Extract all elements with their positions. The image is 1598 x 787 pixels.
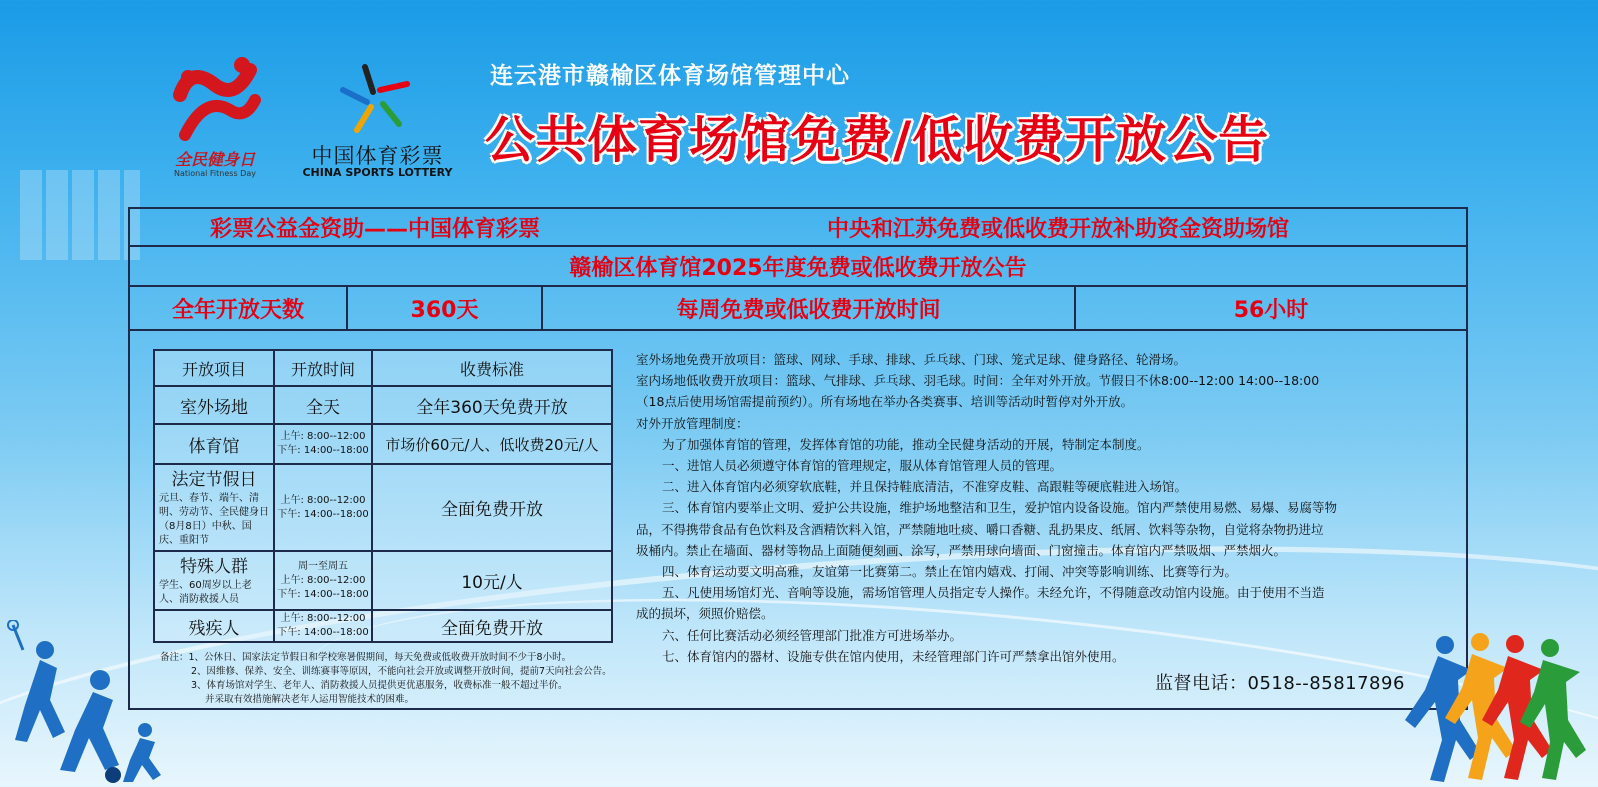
rule-line: 室外场地免费开放项目：篮球、网球、手球、排球、乒乓球、门球、笼式足球、健身路径、轮滑场。 [636, 352, 1187, 367]
page-title: 公共体育场馆免费/低收费开放公告 [485, 111, 1270, 169]
time-afternoon: 下午: 14:00--18:00 [277, 445, 369, 456]
runner-silhouettes-icon [1400, 630, 1590, 785]
china-sports-lottery-logo [295, 62, 460, 182]
item-fee: 全面免费开放 [372, 610, 612, 642]
rule-line: （18点后使用场馆需提前预约）。所有场地在举办各类赛事、培训等活动时暂停对外开放。 [636, 394, 1134, 410]
days-value: 360天 [348, 287, 543, 329]
weekly-label: 每周免费或低收费开放时间 [543, 287, 1076, 329]
rule-line: 成的损坏，须照价赔偿。 [636, 606, 774, 622]
item-name-cell [154, 551, 274, 610]
rule-line: 室内场地低收费开放项目：篮球、气排球、乒乓球、羽毛球。时间：全年对外开放。节假日不休8:00--12:00 14:00--18:00 [636, 373, 1320, 389]
supervision-phone: 监督电话：0518--85817896 [1155, 673, 1405, 694]
rule-line: 二、进入体育馆内必须穿软底鞋，并且保持鞋底清洁，不准穿皮鞋、高跟鞋等硬底鞋进入场馆。 [662, 479, 1188, 495]
item-name: 体育馆 [154, 424, 274, 464]
table-header: 收费标准 [372, 350, 612, 386]
national-fitness-day-logo [160, 55, 270, 180]
logo-subtext: CHINA SPORTS LOTTERY [302, 166, 453, 179]
table-row [154, 464, 612, 551]
rule-line: 为了加强体育馆的管理，发挥体育馆的功能，推动全民健身活动的开展，特制定本制度。 [662, 436, 1150, 452]
banner-left: 彩票公益金资助——中国体育彩票 [210, 216, 541, 242]
item-desc: 元旦、春节、端午、清明、劳动节、全民健身日（8月8日）中秋、国庆、重阳节 [159, 493, 269, 546]
item-name-cell [154, 464, 274, 551]
table-row [154, 386, 612, 424]
logo-subtext: National Fitness Day [174, 169, 256, 178]
item-fee: 全年360天免费开放 [372, 386, 612, 424]
athlete-silhouettes-icon [5, 620, 165, 785]
note-line: 备注：1、公休日、国家法定节假日和学校寒暑假期间，每天免费或低收费开放时间不少于8小时。 [160, 652, 572, 663]
table-row [154, 610, 612, 642]
item-time [274, 551, 372, 610]
rule-line: 一、进馆人员必须遵守体育馆的管理规定，服从体育馆管理人员的管理。 [662, 458, 1063, 474]
time-afternoon: 下午: 14:00--18:00 [277, 627, 369, 638]
table-header: 开放项目 [154, 350, 274, 386]
notice-subtitle: 赣榆区体育馆2025年度免费或低收费开放公告 [569, 255, 1027, 281]
item-time [274, 610, 372, 642]
item-time [274, 424, 372, 464]
item-name: 室外场地 [154, 386, 274, 424]
rule-line: 五、凡使用场馆灯光、音响等设施，需场馆管理人员指定专人操作。未经允许，不得随意改动馆内设施。由于使用不当造 [662, 585, 1325, 601]
rule-line: 圾桶内。禁止在墙面、器材等物品上面随便刻画、涂写，严禁用球向墙面、门窗撞击。体育馆内严禁吸烟、严禁烟火。 [636, 542, 1287, 558]
table-row [154, 424, 612, 464]
banner-right: 中央和江苏免费或低收费开放补助资金资助场馆 [827, 216, 1290, 242]
item-name: 残疾人 [154, 610, 274, 642]
table-row [154, 551, 612, 610]
subtitle-row [130, 247, 1466, 287]
item-fee: 10元/人 [372, 551, 612, 610]
background-decoration [20, 170, 140, 260]
table-header: 开放时间 [274, 350, 372, 386]
table-notes [160, 651, 630, 707]
rule-line: 品，不得携带食品有色饮料及含酒精饮料入馆，严禁随地吐痰、嚼口香糖、乱扔果皮、纸屑、饮料等杂物，自觉将杂物扔进垃 [636, 521, 1324, 537]
banner-row [130, 209, 1466, 247]
item-fee: 全面免费开放 [372, 464, 612, 551]
time-morning: 上午: 8:00--12:00 [280, 431, 366, 442]
time-weekday: 周一至周五 [298, 560, 348, 572]
rule-line: 六、任何比赛活动必须经管理部门批准方可进场举办。 [662, 627, 963, 643]
stats-row [130, 287, 1466, 331]
lottery-star-icon [295, 62, 460, 140]
rule-line: 七、体育馆内的器材、设施专供在馆内使用，未经管理部门许可严禁拿出馆外使用。 [662, 648, 1125, 664]
time-morning: 上午: 8:00--12:00 [280, 494, 366, 506]
rule-line: 四、体育运动要文明高雅，友谊第一比赛第二。禁止在馆内嬉戏、打闹、冲突等影响训练、比赛等行为。 [662, 564, 1238, 580]
time-afternoon: 下午: 14:00--18:00 [277, 508, 369, 520]
time-afternoon: 下午: 14:00--18:00 [277, 588, 369, 600]
note-line: 2、因维修、保养、安全、训练赛事等原因，不能向社会开放或调整开放时间，提前7天向社会公告。 [191, 666, 612, 677]
time-morning: 上午: 8:00--12:00 [280, 613, 366, 624]
fee-table [153, 349, 613, 643]
notice-frame [128, 207, 1468, 710]
rule-line: 对外开放管理制度： [636, 415, 749, 431]
organization-name: 连云港市赣榆区体育场馆管理中心 [490, 63, 850, 89]
item-fee: 市场价60元/人、低收费20元/人 [372, 424, 612, 464]
rule-line: 三、体育馆内要举止文明、爱护公共设施，维护场地整洁和卫生，爱护馆内设备设施。馆内严禁使用易燃、易爆、易腐等物 [662, 500, 1338, 516]
time-morning: 上午: 8:00--12:00 [280, 574, 366, 586]
item-time [274, 464, 372, 551]
days-label: 全年开放天数 [130, 287, 348, 329]
item-name: 特殊人群 [180, 557, 248, 577]
weekly-value: 56小时 [1233, 297, 1309, 323]
item-desc: 学生、60周岁以上老人、消防救援人员 [159, 580, 252, 605]
logo-text: 中国体育彩票 [311, 144, 444, 168]
fitness-figure-icon [160, 55, 270, 150]
note-line: 3、体育场馆对学生、老年人、消防救援人员提供更优惠服务，收费标准一般不超过半价。 [191, 680, 568, 691]
item-name: 法定节假日 [171, 470, 257, 490]
item-time: 全天 [274, 386, 372, 424]
note-line: 并采取有效措施解决老年人运用智能技术的困难。 [205, 694, 415, 705]
management-rules [636, 349, 1411, 667]
logo-text: 全民健身日 [174, 150, 255, 169]
table-header-row [154, 350, 612, 386]
